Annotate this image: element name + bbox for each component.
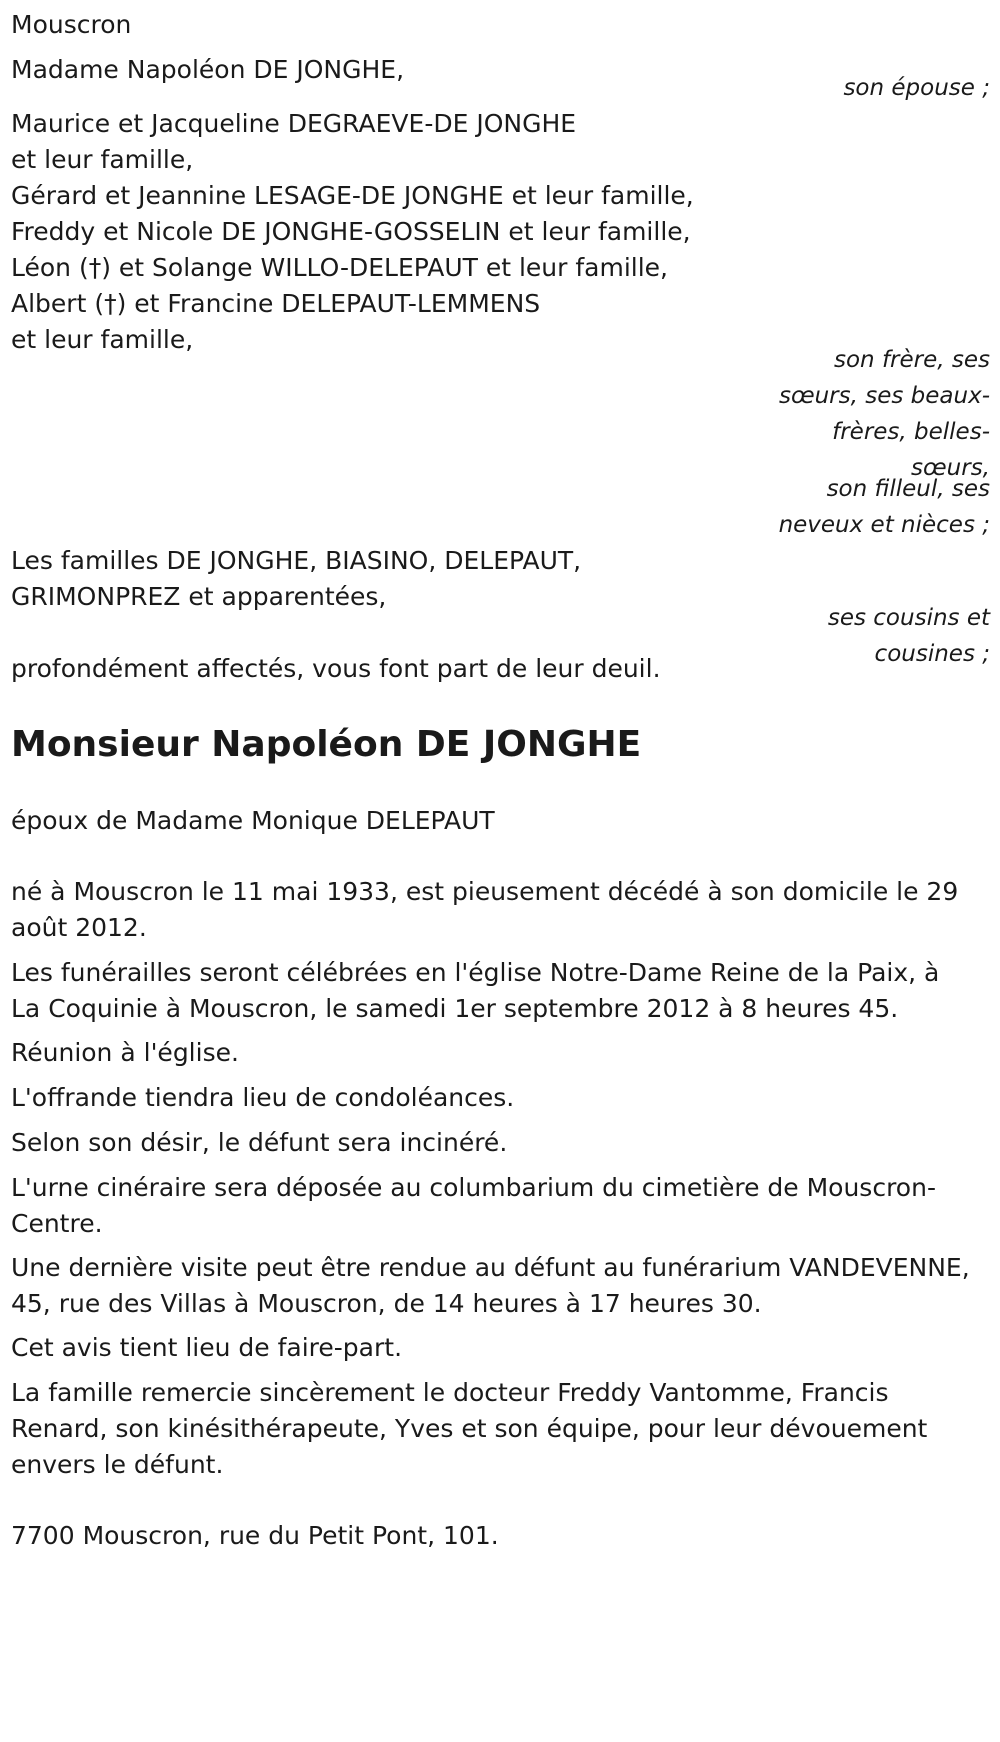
meeting-paragraph: Réunion à l'église.: [11, 1038, 239, 1067]
relatives-line: GRIMONPREZ et apparentées,: [11, 582, 387, 611]
sibling-line: et leur famille,: [11, 325, 194, 354]
siblings-role-line: neveux et nièces ;: [778, 512, 990, 538]
offering-paragraph: L'offrande tiendra lieu de condoléances.: [11, 1083, 515, 1112]
siblings-role-line: son frère, ses: [834, 347, 990, 373]
sibling-line: Léon (†) et Solange WILLO-DELEPAUT et leur famille,: [11, 253, 668, 282]
spouse-of-line: époux de Madame Monique DELEPAUT: [11, 806, 495, 835]
sibling-line: Gérard et Jeannine LESAGE-DE JONGHE et leur famille,: [11, 181, 694, 210]
relatives-role-line: ses cousins et: [827, 605, 990, 631]
address-line: 7700 Mouscron, rue du Petit Pont, 101.: [11, 1521, 499, 1550]
spouse-line: Madame Napoléon DE JONGHE,: [11, 55, 405, 84]
sibling-line: et leur famille,: [11, 145, 194, 174]
siblings-role-line: son filleul, ses: [826, 476, 990, 502]
cremation-paragraph: Selon son désir, le défunt sera incinéré.: [11, 1128, 508, 1157]
siblings-role-line: sœurs, ses beaux-: [778, 383, 990, 409]
thanks-paragraph: La famille remercie sincèrement le docteur Freddy Vantomme, Francis Renard, son kinésithérapeute, Yves et son équipe, pour leur dévouement envers le défunt.: [11, 1378, 928, 1479]
relatives-line: Les familles DE JONGHE, BIASINO, DELEPAUT,: [11, 546, 582, 575]
sibling-line: Albert (†) et Francine DELEPAUT-LEMMENS: [11, 289, 541, 318]
closing-line: profondément affectés, vous font part de leur deuil.: [11, 654, 661, 683]
birth-death-paragraph: né à Mouscron le 11 mai 1933, est pieusement décédé à son domicile le 29 août 2012.: [11, 877, 959, 942]
funeral-paragraph: Les funérailles seront célébrées en l'église Notre-Dame Reine de la Paix, à La Coquinie à Mouscron, le samedi 1er septembre 2012 à 8 heures 45.: [11, 958, 940, 1023]
deceased-name: Monsieur Napoléon DE JONGHE: [11, 724, 642, 765]
sibling-line: Maurice et Jacqueline DEGRAEVE-DE JONGHE: [11, 109, 577, 138]
notice-paragraph: Cet avis tient lieu de faire-part.: [11, 1333, 403, 1362]
place-heading: Mouscron: [11, 10, 132, 39]
siblings-role-line: frères, belles-: [832, 419, 990, 445]
sibling-line: Freddy et Nicole DE JONGHE-GOSSELIN et leur famille,: [11, 217, 691, 246]
visit-paragraph: Une dernière visite peut être rendue au défunt au funérarium VANDEVENNE, 45, rue des Villas à Mouscron, de 14 heures à 17 heures 30.: [11, 1253, 970, 1318]
urn-paragraph: L'urne cinéraire sera déposée au columbarium du cimetière de Mouscron-Centre.: [11, 1173, 936, 1238]
relatives-role-line: cousines ;: [874, 641, 990, 667]
siblings-role-line: sœurs,: [911, 455, 990, 481]
spouse-role: son épouse ;: [843, 75, 990, 101]
